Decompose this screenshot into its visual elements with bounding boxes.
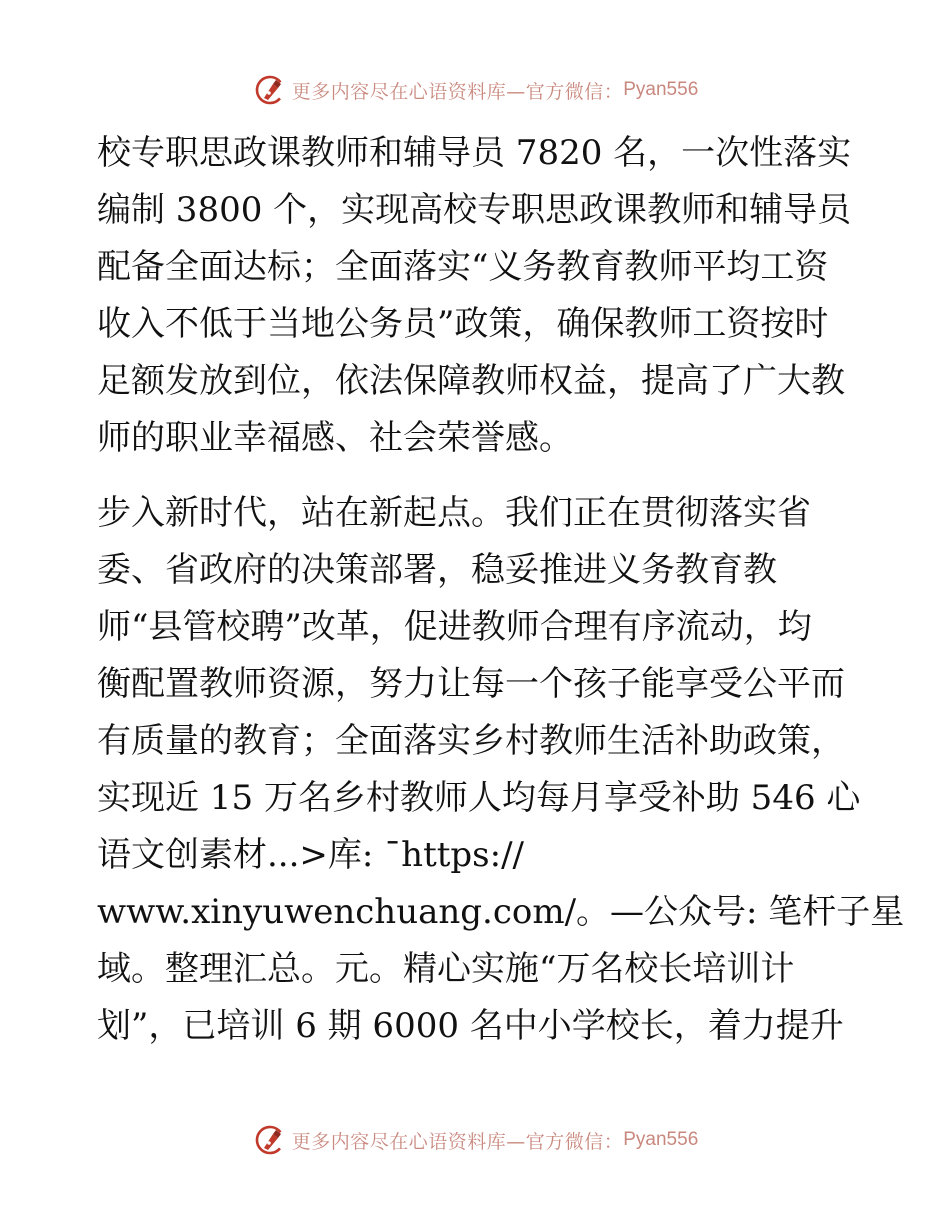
watermark-wechat-id: Pyan556 (623, 1129, 699, 1150)
watermark-footer (0, 1122, 950, 1158)
text-line: 委、省政府的决策部署，稳妥推进义务教育教 (97, 550, 777, 590)
text-line: 域。整理汇总。元。精心实施“万名校长培训计 (97, 949, 795, 989)
text-line: 实现近 15 万名乡村教师人均每月享受补助 546 心 (97, 778, 861, 818)
text-line: 足额发放到位，依法保障教师权益，提高了广大教 (97, 361, 845, 401)
pen-nib-circle-icon (252, 1122, 288, 1158)
text-line: 语文创素材...>库: ¯https:// (97, 835, 524, 875)
text-line: 划”，已培训 6 期 6000 名中小学校长，着力提升 (97, 1006, 844, 1046)
text-line: 师“县管校聘”改革，促进教师合理有序流动，均 (97, 607, 812, 647)
watermark-text: 更多内容尽在心语资料库—官方微信： (291, 80, 624, 103)
pen-nib-circle-icon (252, 72, 288, 108)
text-line: 有质量的教育；全面落实乡村教师生活补助政策， (97, 721, 845, 761)
text-line: 步入新时代，站在新起点。我们正在贯彻落实省 (97, 493, 811, 533)
paragraph-1 (97, 125, 857, 467)
watermark-text: 更多内容尽在心语资料库—官方微信： (291, 1130, 624, 1153)
text-line: 衡配置教师资源，努力让每一个孩子能享受公平而 (97, 664, 845, 704)
text-line: 编制 3800 个，实现高校专职思政课教师和辅导员 (97, 190, 852, 230)
watermark-header (0, 72, 950, 108)
document-body (97, 125, 905, 1055)
text-line: www.xinyuwenchuang.com/。—公众号: 笔杆子星 (97, 892, 905, 932)
text-line: 校专职思政课教师和辅导员 7820 名，一次性落实 (97, 133, 852, 173)
paragraph-2 (97, 485, 905, 1055)
text-line: 收入不低于当地公务员”政策，确保教师工资按时 (97, 304, 829, 344)
paragraph-gap (97, 467, 857, 485)
watermark-wechat-id: Pyan556 (623, 79, 699, 100)
text-line: 配备全面达标；全面落实“义务教育教师平均工资 (97, 247, 829, 287)
text-line: 师的职业幸福感、社会荣誉感。 (97, 418, 573, 458)
